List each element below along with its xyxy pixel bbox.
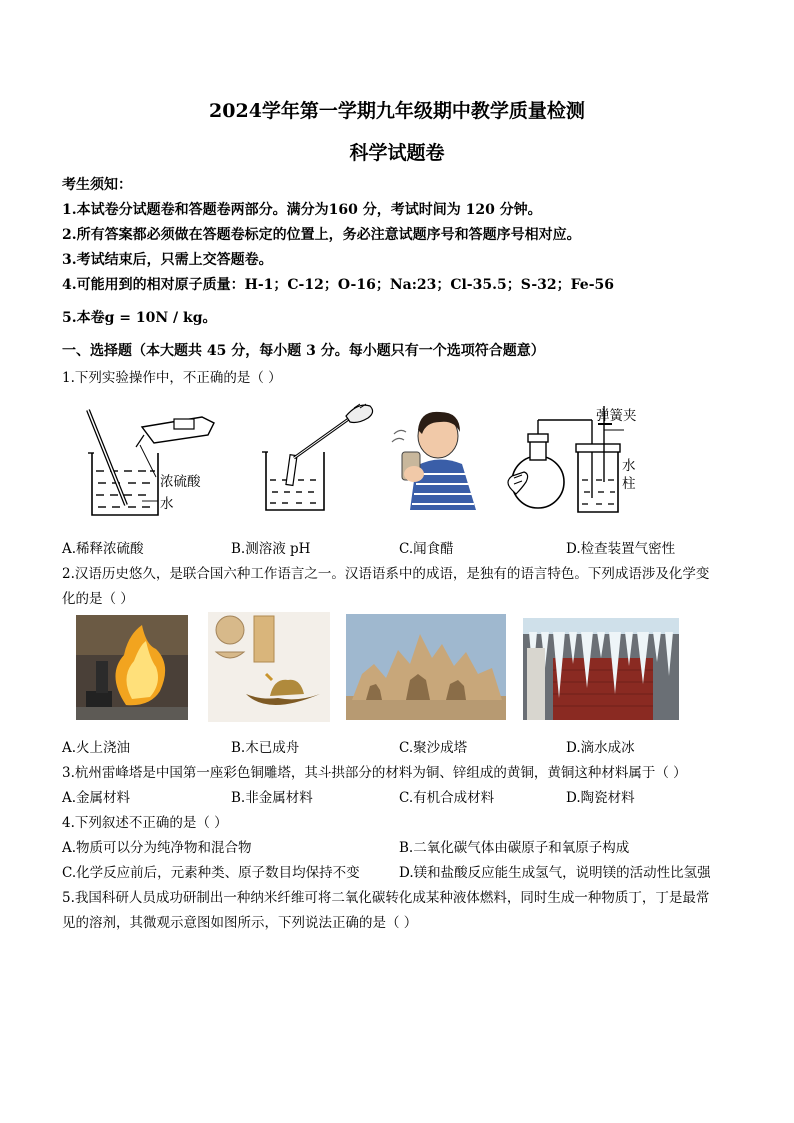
notice-heading: 考生须知： xyxy=(62,177,132,193)
q1-option-b: B.测溶液 pH xyxy=(231,541,311,557)
icicles-photo xyxy=(523,618,679,720)
notice-item: 3.考试结束后，只需上交答题卷。 xyxy=(62,252,273,268)
label-water: 水 xyxy=(160,496,174,512)
label-water-column-2: 柱 xyxy=(622,476,636,492)
question-2-stem: 2.汉语历史悠久，是联合国六种工作语言之一。汉语语系中的成语，是独有的语言特色。下列成语涉及化学变 xyxy=(62,566,710,582)
measure-ph-figure xyxy=(258,400,378,515)
section-heading: 一、选择题（本大题共 45 分，每小题 3 分。每小题只有一个选项符合题意） xyxy=(62,343,545,359)
label-spring-clamp: 弹簧夹 xyxy=(596,408,637,424)
smell-vinegar-figure xyxy=(380,402,480,510)
question-1-stem: 1.下列实验操作中，不正确的是（ ） xyxy=(62,370,282,386)
q2-option-d: D.滴水成冰 xyxy=(566,740,635,756)
wooden-boat-photo xyxy=(208,612,330,722)
notice-item: 5.本卷g = 10N / kg。 xyxy=(62,310,217,326)
question-2-stem-cont: 化的是（ ） xyxy=(62,591,134,607)
airtightness-figure xyxy=(500,402,670,517)
question-5-stem: 5.我国科研人员成功研制出一种纳米纤维可将二氧化碳转化成某种液体燃料，同时生成一种物质丁，丁是最常 xyxy=(62,890,710,906)
q3-option-b: B.非金属材料 xyxy=(231,790,313,806)
exam-subtitle: 科学试题卷 xyxy=(349,142,445,164)
notice-item: 1.本试卷分试题卷和答题卷两部分。满分为160 分，考试时间为 120 分钟。 xyxy=(62,202,542,218)
question-4-stem: 4.下列叙述不正确的是（ ） xyxy=(62,815,228,831)
q3-option-c: C.有机合成材料 xyxy=(399,790,495,806)
exam-title: 2024学年第一学期九年级期中教学质量检测 xyxy=(209,100,585,122)
dilute-acid-figure xyxy=(80,405,220,520)
label-concentrated-acid: 浓硫酸 xyxy=(160,474,201,490)
sand-castle-photo xyxy=(346,614,506,720)
q4-option-c: C.化学反应前后，元素种类、原子数目均保持不变 xyxy=(62,865,360,881)
q3-option-d: D.陶瓷材料 xyxy=(566,790,635,806)
fire-photo xyxy=(76,615,188,720)
question-3-stem: 3.杭州雷峰塔是中国第一座彩色铜雕塔，其斗拱部分的材料为铜、锌组成的黄铜，黄铜这种材料属于（ ） xyxy=(62,765,687,781)
notice-item: 2.所有答案都必须做在答题卷标定的位置上，务必注意试题序号和答题序号相对应。 xyxy=(62,227,581,243)
q1-option-c: C.闻食醋 xyxy=(399,541,454,557)
q4-option-a: A.物质可以分为纯净物和混合物 xyxy=(62,840,252,856)
q1-option-a: A.稀释浓硫酸 xyxy=(62,541,144,557)
q4-option-b: B.二氧化碳气体由碳原子和氧原子构成 xyxy=(399,840,630,856)
notice-item: 4.可能用到的相对原子质量：H-1；C-12；O-16；Na:23；Cl-35.5；S-32；Fe-56 xyxy=(62,277,615,293)
q1-option-d: D.检查装置气密性 xyxy=(566,541,676,557)
q4-option-d: D.镁和盐酸反应能生成氢气，说明镁的活动性比氢强 xyxy=(399,865,711,881)
question-5-stem-cont: 见的溶剂，其微观示意图如图所示，下列说法正确的是（ ） xyxy=(62,915,418,931)
q2-option-b: B.木已成舟 xyxy=(231,740,300,756)
label-water-column-1: 水 xyxy=(622,458,636,474)
q3-option-a: A.金属材料 xyxy=(62,790,131,806)
q2-option-c: C.聚沙成塔 xyxy=(399,740,468,756)
q2-option-a: A.火上浇油 xyxy=(62,740,131,756)
